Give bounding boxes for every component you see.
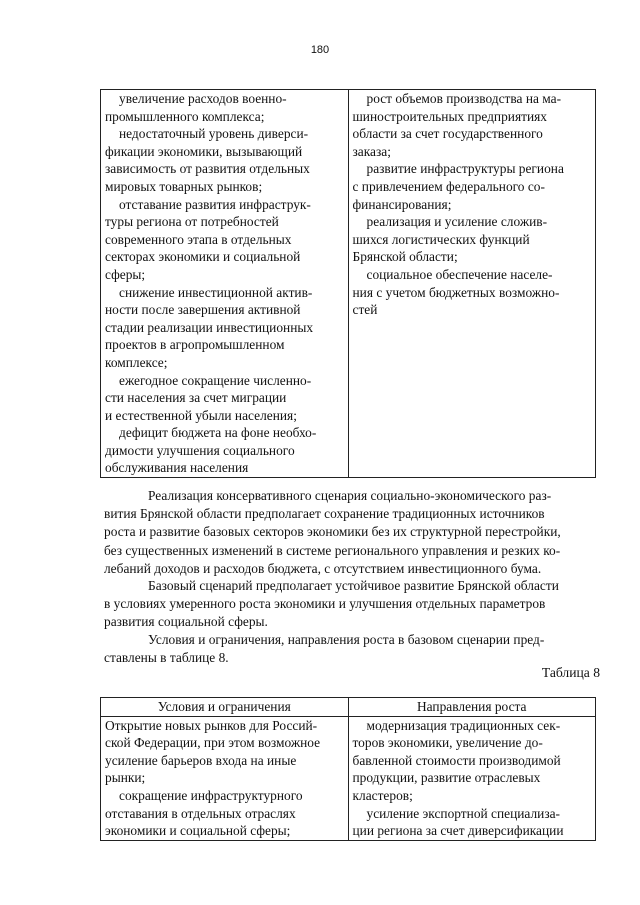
text-line: Базовый сценарий предполагает устойчивое развитие Брянской области <box>148 578 559 593</box>
list-item <box>105 717 344 787</box>
text-line: заказа; <box>352 143 391 159</box>
conservative-scenario-table <box>100 89 596 478</box>
list-item <box>105 196 344 284</box>
text-line: ности после завершения активной <box>105 302 301 318</box>
list-item <box>105 372 344 425</box>
text-line: дефицит бюджета на фоне необхо- <box>119 425 317 441</box>
constraints-cell <box>101 716 349 840</box>
text-line: сти населения за счет миграции <box>105 390 287 406</box>
text-line: финансирования; <box>352 196 452 212</box>
text-line: реализация и усиление сложив- <box>366 214 548 230</box>
text-line: усиление экспортной специализа- <box>366 805 561 821</box>
text-line: туры региона от потребностей <box>105 214 279 230</box>
text-line: фикации экономики, вызывающий <box>105 143 303 159</box>
list-item <box>353 266 592 319</box>
text-line: социальное обеспечение населе- <box>366 266 553 282</box>
text-line: Реализация консервативного сценария социально-экономического раз- <box>148 488 552 503</box>
text-line: промышленного комплекса; <box>105 108 265 124</box>
text-line: торов экономики, увеличение до- <box>352 735 543 751</box>
text-line: вития Брянской области предполагает сохранение традиционных источников <box>104 506 545 522</box>
paragraph-conservative-scenario <box>104 487 600 578</box>
text-line: комплексе; <box>105 354 168 370</box>
text-line: усиление барьеров входа на иные <box>105 752 297 768</box>
list-item <box>105 787 344 840</box>
text-line: ежегодное сокращение численно- <box>119 372 312 388</box>
text-line: бавленной стоимости производимой <box>352 752 561 768</box>
text-line: сокращение инфраструктурного <box>119 787 303 803</box>
text-line: ставлены в таблице 8. <box>104 650 229 666</box>
list-item <box>353 90 592 160</box>
text-line: недостаточный уровень диверси- <box>119 126 309 142</box>
text-line: обслуживания населения <box>105 460 249 476</box>
text-line: кластеров; <box>352 787 413 803</box>
list-item <box>105 90 344 125</box>
table-row <box>101 90 596 478</box>
text-line: Условия и ограничения, направления роста в базовом сценарии пред- <box>148 632 545 647</box>
text-line: стей <box>352 302 378 318</box>
text-line: развития социальной сферы. <box>104 614 268 630</box>
text-line: зависимость от развития отдельных <box>105 161 310 177</box>
text-line: ской Федерации, при этом возможное <box>105 735 321 751</box>
table-caption: Таблица 8 <box>541 665 600 680</box>
text-line: без существенных изменений в системе регионального управления и резких ко- <box>104 542 561 558</box>
column-header-constraints: Условия и ограничения <box>101 698 349 717</box>
directions-cell <box>348 90 596 478</box>
text-line: отставание развития инфраструк- <box>119 196 311 212</box>
list-item <box>353 717 592 805</box>
text-line: снижение инвестиционной актив- <box>119 284 313 300</box>
directions-cell <box>348 716 596 840</box>
column-header-directions: Направления роста <box>348 698 596 717</box>
text-line: шиностроительных предприятиях <box>352 108 547 124</box>
paragraph-base-scenario <box>104 577 600 632</box>
text-line: рост объемов производства на ма- <box>366 91 562 106</box>
text-line: лебаний доходов и расходов бюджета, с отсутствием инвестиционного бума. <box>104 560 542 576</box>
text-line: продукции, развитие отраслевых <box>352 770 541 786</box>
list-item <box>353 160 592 213</box>
text-line: сферы; <box>105 266 146 282</box>
text-line: отставания в отдельных отраслях <box>105 805 296 821</box>
text-line: рынки; <box>105 770 146 786</box>
text-line: модернизация традиционных сек- <box>366 717 561 733</box>
text-line: и естественной убыли населения; <box>105 407 297 423</box>
text-line: стадии реализации инвестиционных <box>105 319 314 335</box>
text-line: области за счет государственного <box>352 126 543 142</box>
constraints-cell <box>101 90 349 478</box>
text-line: роста и развитие базовых секторов экономики без их структурной перестройки, <box>104 524 561 540</box>
text-line: проектов в агропромышленном <box>105 337 285 353</box>
page-number: 180 <box>310 44 330 56</box>
text-line: мировых товарных рынков; <box>105 178 263 194</box>
table-row <box>101 716 596 840</box>
list-item <box>105 284 344 372</box>
text-line: Брянской области; <box>352 249 458 265</box>
list-item <box>105 424 344 477</box>
text-line: шихся логистических функций <box>352 231 530 247</box>
text-line: секторах экономики и социальной <box>105 249 301 265</box>
text-line: Открытие новых рынков для Россий- <box>105 717 318 733</box>
text-line: ния с учетом бюджетных возможно- <box>352 284 560 300</box>
text-line: димости улучшения социального <box>105 442 295 458</box>
paragraph-table-reference <box>104 631 600 667</box>
list-item <box>105 125 344 195</box>
list-item <box>353 805 592 840</box>
text-line: увеличение расходов военно- <box>119 91 287 106</box>
table-header-row <box>101 698 596 717</box>
text-line: современного этапа в отдельных <box>105 231 292 247</box>
text-line: с привлечением федерального со- <box>352 178 545 194</box>
text-line: экономики и социальной сферы; <box>105 823 291 839</box>
text-line: ции региона за счет диверсификации <box>352 823 564 839</box>
base-scenario-table <box>100 697 596 841</box>
list-item <box>353 213 592 266</box>
text-line: развитие инфраструктуры региона <box>366 161 564 177</box>
text-line: в условиях умеренного роста экономики и улучшения отдельных параметров <box>104 596 546 612</box>
